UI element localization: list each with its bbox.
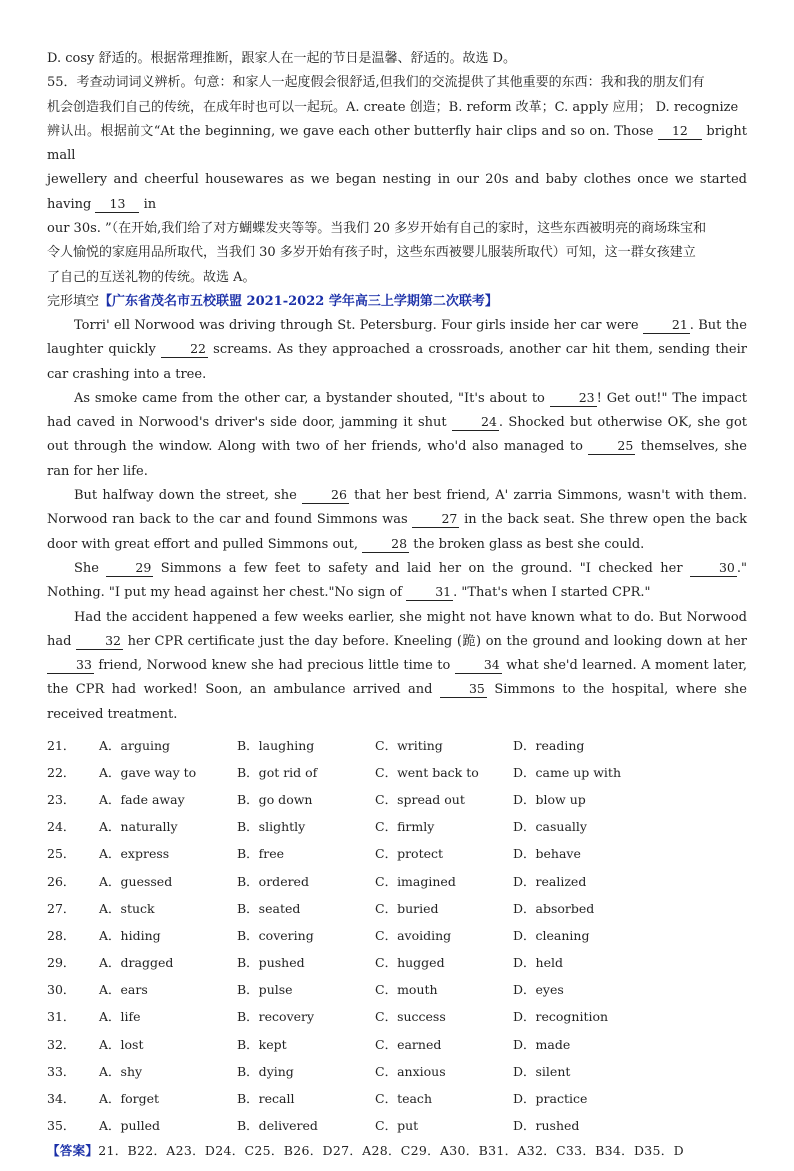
- explanation-line: 了自己的互送礼物的传统。故选 A。: [47, 269, 256, 285]
- question-number: 26．: [47, 873, 76, 889]
- option-d: D．blow up: [513, 791, 586, 807]
- explanation-block: [47, 47, 747, 290]
- option-row: [47, 1003, 747, 1030]
- option-a: A．pulled: [99, 1118, 160, 1134]
- option-d: D．practice: [513, 1091, 588, 1107]
- passage-paragraph: [47, 606, 747, 727]
- option-d: D．rushed: [513, 1118, 580, 1134]
- option-b: B．kept: [237, 1036, 287, 1052]
- option-b: B．seated: [237, 900, 301, 916]
- option-a: A．arguing: [99, 737, 171, 753]
- option-b: B．recall: [237, 1091, 295, 1107]
- blank-25: 25: [588, 438, 635, 455]
- passage-text: her CPR certificate just the day before. Kneeling (跪) on the ground and looking down at her: [123, 633, 747, 649]
- passage-paragraph: [47, 387, 747, 484]
- question-number: 25．: [47, 846, 76, 862]
- passage-paragraph: [47, 484, 747, 557]
- blank-35: 35: [440, 681, 487, 698]
- explanation-line: 机会创造我们自己的传统，在成年时也可以一起玩。A. create 创造；B. reform 改革；C. apply 应用； D. recognize: [47, 99, 739, 115]
- option-row: [47, 840, 747, 867]
- passage-text: She: [74, 560, 107, 576]
- cloze-passage: [47, 314, 747, 727]
- question-number: 33．: [47, 1063, 76, 1079]
- passage-text: Torri' ell Norwood was driving through St. Petersburg. Four girls inside her car were: [74, 317, 643, 333]
- option-c: C．buried: [375, 900, 439, 916]
- passage-text: . "That's when I started CPR.": [453, 585, 651, 601]
- option-row: [47, 1057, 747, 1084]
- option-b: B．delivered: [237, 1118, 318, 1134]
- options-list: [47, 731, 747, 1139]
- option-c: C．put: [375, 1118, 419, 1134]
- explanation-text: jewellery and cheerful housewares as we began nesting in our 20s and baby clothes once we started having: [47, 172, 747, 212]
- document-page: [47, 47, 747, 1171]
- answer-tag: 【答案】: [47, 1142, 99, 1158]
- option-row: [47, 1084, 747, 1111]
- option-a: A．fade away: [99, 791, 185, 807]
- option-d: D．made: [513, 1036, 571, 1052]
- blank-28: 28: [362, 536, 409, 553]
- option-a: A．life: [99, 1009, 141, 1025]
- option-a: A．dragged: [99, 955, 174, 971]
- option-b: B．ordered: [237, 873, 309, 889]
- option-a: A．ears: [99, 982, 148, 998]
- question-number: 30．: [47, 982, 76, 998]
- explanation-line: our 30s. ”（在开始,我们给了对方蝴蝶发夹等等。当我们 20 多岁开始有自己的家时，这些东西被明亮的商场珠宝和: [47, 221, 707, 237]
- option-d: D．silent: [513, 1063, 571, 1079]
- option-a: A．hiding: [99, 927, 161, 943]
- option-row: [47, 1030, 747, 1057]
- answer-key: [47, 1141, 747, 1159]
- option-c: C．imagined: [375, 873, 456, 889]
- option-c: C．writing: [375, 737, 443, 753]
- blank-27: 27: [412, 511, 459, 528]
- passage-paragraph: [47, 557, 747, 606]
- option-a: A．gave way to: [99, 764, 197, 780]
- option-a: A．guessed: [99, 873, 173, 889]
- blank-30: 30: [690, 560, 737, 577]
- option-c: C．avoiding: [375, 927, 452, 943]
- option-row: [47, 894, 747, 921]
- passage-text: . Shocked but otherwise OK, she got out through the window. Along with two of her friends, who'd also managed to: [47, 415, 747, 455]
- question-number: 21．: [47, 737, 76, 753]
- passage-text: what she'd learned. A moment later, the CPR had worked! Soon, an ambulance arrived and: [47, 658, 748, 698]
- passage-text: in the back seat. She threw open the back door with great effort and pulled Simmons out,: [47, 512, 747, 552]
- passage-text: friend, Norwood knew she had precious little time to: [93, 658, 455, 674]
- passage-text: ! Get out!" The impact had caved in Norwood's driver's side door, jamming it shut: [47, 390, 747, 431]
- option-b: B．pushed: [237, 955, 305, 971]
- option-d: D．held: [513, 955, 563, 971]
- option-a: A．naturally: [99, 819, 178, 835]
- section-label: 完形填空: [47, 293, 100, 309]
- passage-paragraph: [47, 314, 747, 387]
- option-b: B．go down: [237, 791, 313, 807]
- question-number: 29．: [47, 955, 76, 971]
- option-d: D．casually: [513, 819, 587, 835]
- option-c: C．spread out: [375, 791, 465, 807]
- option-b: B．slightly: [237, 819, 306, 835]
- explanation-line: 55．考查动词词义辨析。句意：和家人一起度假会很舒适,但我们的交流提供了其他重要的东西：我和我的朋友们有: [47, 75, 705, 91]
- option-a: A．forget: [99, 1091, 160, 1107]
- passage-text: ." Nothing. "I put my head against her chest."No sign of: [47, 560, 747, 601]
- option-row: [47, 867, 747, 894]
- passage-text: Simmons to the hospital, where she received treatment.: [47, 682, 747, 722]
- blank-33: 33: [47, 657, 94, 674]
- option-d: D．absorbed: [513, 900, 595, 916]
- passage-text: the broken glass as best she could.: [409, 536, 645, 552]
- passage-text: . But the laughter quickly: [47, 317, 747, 358]
- option-b: B．dying: [237, 1063, 294, 1079]
- blank-34: 34: [455, 657, 502, 674]
- option-row: [47, 813, 747, 840]
- option-row: [47, 758, 747, 785]
- option-c: C．mouth: [375, 982, 438, 998]
- blank-13: 13: [95, 196, 139, 213]
- option-row: [47, 976, 747, 1003]
- option-c: C．success: [375, 1009, 446, 1025]
- question-number: 27．: [47, 900, 76, 916]
- explanation-line: [47, 120, 747, 169]
- option-d: D．reading: [513, 737, 585, 753]
- option-a: A．shy: [99, 1063, 143, 1079]
- option-b: B．pulse: [237, 982, 293, 998]
- option-d: D．came up with: [513, 764, 621, 780]
- option-b: B．covering: [237, 927, 314, 943]
- option-c: C．protect: [375, 846, 444, 862]
- option-a: A．express: [99, 846, 170, 862]
- question-number: 31．: [47, 1009, 76, 1025]
- blank-31: 31: [406, 584, 453, 601]
- option-row: [47, 731, 747, 758]
- option-row: [47, 949, 747, 976]
- explanation-line: D. cosy 舒适的。根据常理推断，跟家人在一起的节日是温馨、舒适的。故选 D。: [47, 51, 517, 66]
- option-d: D．realized: [513, 873, 587, 889]
- question-number: 34．: [47, 1091, 76, 1107]
- blank-12: 12: [658, 123, 702, 140]
- blank-24: 24: [452, 414, 499, 431]
- question-number: 35．: [47, 1118, 76, 1134]
- answer-text: 21．B22．A23．D24．C25．B26．D27．A28．C29．A30．B31．A32．C33．B34．D35．D: [98, 1142, 684, 1158]
- question-number: 24．: [47, 819, 76, 835]
- section-heading: [47, 290, 747, 314]
- passage-text: But halfway down the street, she: [74, 488, 302, 504]
- option-b: B．got rid of: [237, 764, 318, 780]
- option-a: A．lost: [99, 1036, 144, 1052]
- explanation-text: in: [139, 196, 157, 212]
- blank-23: 23: [550, 390, 597, 407]
- option-b: B．laughing: [237, 737, 315, 753]
- option-c: C．went back to: [375, 764, 479, 780]
- explanation-line: [47, 168, 747, 217]
- option-b: B．free: [237, 846, 285, 862]
- blank-26: 26: [302, 487, 349, 504]
- section-source: 【广东省茂名市五校联盟 2021-2022 学年高三上学期第二次联考】: [99, 293, 498, 309]
- passage-text: that her best friend, A' zarria Simmons, wasn't with them. Norwood ran back to the car and found Simmons was: [47, 488, 747, 528]
- option-c: C．anxious: [375, 1063, 446, 1079]
- question-number: 28．: [47, 927, 76, 943]
- passage-text: themselves, she ran for her life.: [47, 439, 748, 479]
- option-row: [47, 785, 747, 812]
- question-number: 32．: [47, 1036, 76, 1052]
- blank-21: 21: [643, 317, 690, 334]
- question-number: 23．: [47, 791, 76, 807]
- option-c: C．firmly: [375, 819, 435, 835]
- passage-text: As smoke came from the other car, a bystander shouted, "It's about to: [74, 390, 550, 406]
- option-row: [47, 921, 747, 948]
- option-b: B．recovery: [237, 1009, 315, 1025]
- option-c: C．teach: [375, 1091, 432, 1107]
- option-d: D．behave: [513, 846, 581, 862]
- option-d: D．cleaning: [513, 927, 590, 943]
- passage-text: Simmons a few feet to safety and laid her on the ground. "I checked her: [153, 560, 690, 576]
- passage-text: Had the accident happened a few weeks earlier, she might not have known what to do. But Norwood had: [47, 609, 747, 649]
- question-number: 22．: [47, 764, 76, 780]
- option-c: C．earned: [375, 1036, 442, 1052]
- option-d: D．recognition: [513, 1009, 609, 1025]
- blank-32: 32: [76, 633, 123, 650]
- explanation-line: 令人愉悦的家庭用品所取代，当我们 30 多岁开始有孩子时，这些东西被婴儿服装所取代）可知，这一群女孩建立: [47, 245, 696, 261]
- explanation-text: bright mall: [47, 123, 747, 164]
- option-c: C．hugged: [375, 955, 445, 971]
- passage-text: screams. As they approached a crossroads, another car hit them, sending their car crashing into a tree.: [47, 342, 747, 382]
- option-a: A．stuck: [99, 900, 155, 916]
- blank-29: 29: [106, 560, 153, 577]
- blank-22: 22: [161, 341, 208, 358]
- option-d: D．eyes: [513, 982, 564, 998]
- option-row: [47, 1112, 747, 1139]
- explanation-text: 辨认出。根据前文“At the beginning, we gave each other butterfly hair clips and so on. Those: [47, 123, 658, 139]
